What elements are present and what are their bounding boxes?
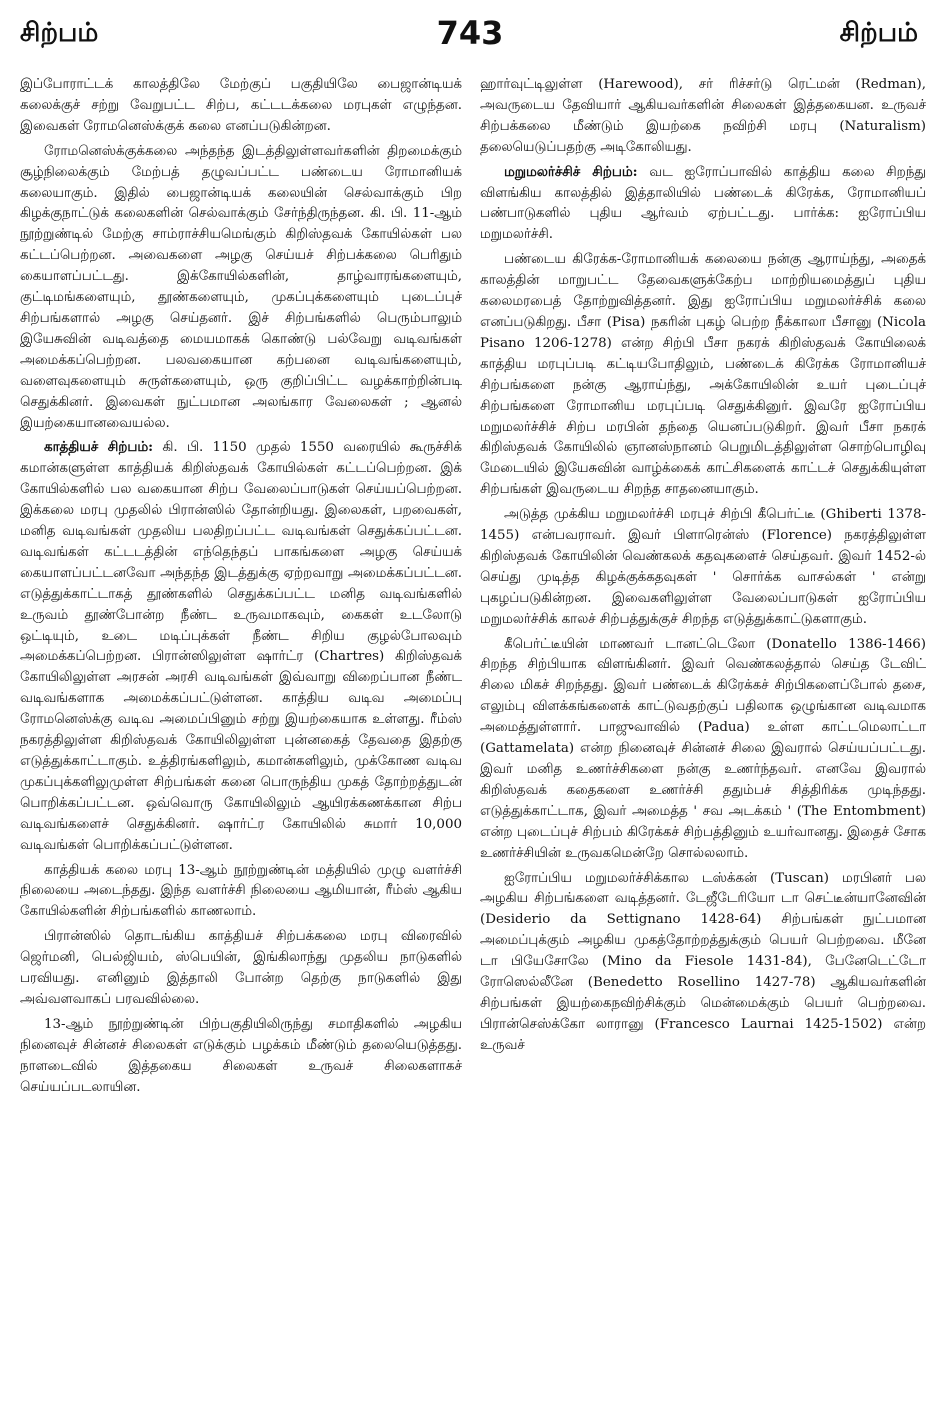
- paragraph-text: கீபெர்ட்டீயின் மாணவர் டானட்டெலோ (Donatello 1386-1466) சிறந்த சிற்பியாக விளங்கினர். இவர் வெண்கலத்தால் செய்த டேவிட் சிலை மிகச் சிறந்தது. இவர் பண்டைக் கிரேக்கச் சிற்பிகளைப்போல் தசை, எலும்பு விளக்கங்களைக் காட்டுவதற்குப் பதிலாக ஒழுங்கான வடிவமாக அமைத்துள்ளார். பாஜுவாவில் (Padua) உள்ள காட்டமெலாட்டா (Gattamelata) என்ற நினைவுச் சின்னச் சிலை இவரால் செய்யப்பட்டது. இவர் மனித உணர்ச்சிகளை நன்கு உணர்ந்தவர். எனவே இவரால் கிறிஸ்தவக் கதைகளை உணர்ச்சி ததும்பச் சித்திரிக்க முடிந்தது. எடுத்துக்காட்டாக, இவர் அமைத்த ' சவ அடக்கம் ' (The Entombment) என்ற புடைப்புச் சிற்பம் கிரேக்கச் சிற்பத்தினும் உயர்வானது. இதைச் சோக உணர்ச்சியின் உருவகமென்றே சொல்லலாம்.: [480, 636, 926, 861]
- paragraph-text: ஹார்வுட்டிலுள்ள (Harewood), சர் ரிச்சர்டு ரெட்மன் (Redman), அவருடைய தேவியார் ஆகியவர்களின் சிலைகள் இத்தகையன. உருவச் சிற்பக்கலை மீண்டும் இயற்கை நவிற்சி மரபு (Naturalism) தலையெடுப்பதற்கு அடிகோலியது.: [480, 77, 926, 155]
- page-header: [0, 0, 940, 70]
- running-head-right: சிற்பம்: [839, 18, 918, 48]
- left-column: [20, 74, 462, 1424]
- paragraph: [20, 926, 462, 1011]
- paragraph: [480, 249, 926, 501]
- paragraph-text: 13-ஆம் நூற்றுண்டின் பிற்பகுதியிலிருந்து சமாதிகளில் அழகிய நினைவுச் சின்னச் சிலைகள் எடுக்கும் பழக்கம் மீண்டும் தலையெடுத்தது. நாளடைவில் இத்தகைய சிலைகள் உருவச் சிலைகளாகச் செய்யப்படலாயின.: [20, 1016, 462, 1095]
- paragraph-text: வட ஐரோப்பாவில் காத்திய கலை சிறந்து விளங்கிய காலத்தில் இத்தாலியில் பண்டைக் கிரேக்க, ரோமானியப் பண்பாடுகளில் புதிய ஆர்வம் ஏற்பட்டது. பார்க்க: ஐரோப்பிய மறுமலர்ச்சி.: [480, 164, 926, 243]
- paragraph-text: இப்போராட்டக் காலத்திலே மேற்குப் பகுதியிலே பைஜான்டியக் கலைக்குச் சற்று வேறுபட்ட சிற்ப, கட்டடக்கலை மரபுகள் எழுந்தன. இவைகள் ரோமனெஸ்க்குக் கலை எனப்படுகின்றன.: [20, 77, 462, 134]
- section-heading: மறுமலர்ச்சிச் சிற்பம்:: [504, 163, 638, 180]
- paragraph: [20, 860, 462, 924]
- page-number: 743: [436, 14, 504, 52]
- paragraph: [480, 162, 926, 247]
- paragraph-text: கி. பி. 1150 முதல் 1550 வரையில் கூருச்சிக் கமான்களுள்ள காத்தியக் கிறிஸ்தவக் கோயில்கள் கட்டப்பெற்றன. இக் கோயில்களில் பல வகையான சிற்ப வேலைப்பாடுகள் செய்யப்பெற்றன. இக்கலை மரபு முதலில் பிரான்ஸில் தோன்றியது. இலைகள், பறவைகள், மனித வடிவங்கள் முதலிய பலதிறப்பட்ட வடிவங்கள் செதுக்கப்பட்டன. வடிவங்கள் கட்டடத்தின் எந்தெந்தப் பாகங்களை அழகு செய்யக் கையாளப்பட்டனவோ அந்தந்த இடத்துக்கு ஏற்றவாறு அமைக்கப்பட்டன. எடுத்துக்காட்டாகத் தூண்களில் செதுக்கப்பட்ட மனித வடிவங்களில் உருவம் தூண்போன்ற நீண்ட உருவமாகவும், கைகள் உடலோடு ஒட்டியும், உடை மடிப்புக்கள் நீண்ட சிறிய குழல்போலவும் அமைக்கப்பெற்றன. பிரான்ஸிலுள்ள ஷார்ட்ர (Chartres) கிறிஸ்தவக் கோயிலிலுள்ள அரசன் அரசி வடிவங்கள் இவ்வாறு விறைப்பான நீண்ட வடிவங்களாக அமைக்கப்பட்டுள்ளன. காத்திய வடிவ அமைப்பு ரோமனெஸ்க்கு வடிவ அமைப்பினும் சற்று இயற்கையாக உள்ளது. ரீம்ஸ் நகரத்திலுள்ள கிறிஸ்தவக் கோயிலிலுள்ள புன்னகைத் தேவதை இதற்கு எடுத்துக்காட்டாகும். உத்திரங்களிலும், கமான்களிலும், முக்கோண வடிவ முகப்புக்களிலுமுள்ள சிற்பங்கள் கனை பொருந்திய முகத் தோற்றத்துடன் பொறிக்கப்பட்டன. ஒவ்வொரு கோயிலிலும் ஆயிரக்கணக்கான சிற்ப வடிவங்களைச் செதுக்கினர். ஷார்ட்ர கோயிலில் சுமார் 10,000 வடிவங்கள் பொறிக்கப்பட்டுள்ளன.: [20, 440, 462, 853]
- paragraph-text: பண்டைய கிரேக்க-ரோமானியக் கலையை நன்கு ஆராய்ந்து, அதைக் காலத்தின் மாறுபட்ட தேவைகளுக்கேற்ப மாற்றியமைத்துப் புதிய கலைமரபைத் தோற்றுவித்தனர். இது ஐரோப்பிய மறுமலர்ச்சிக் கலை எனப்படுகிறது. பீசா (Pisa) நகரின் புகழ் பெற்ற நீக்காலா பீசானு (Nicola Pisano 1206-1278) என்ற சிற்பி பீசா நகரக் கிறிஸ்தவக் கோயிலைக் காத்திய மரபுப்படி கட்டியபோதிலும், பண்டைக் கிரேக்க ரோமானியச் சிற்பங்களை நன்கு ஆராய்ந்து, அக்கோயிலின் உயர் புடைப்புச் சிற்பங்களை ரோமானிய மரபுப்படி செதுக்கினுர். இவரே ஐரோப்பிய மறுமலர்ச்சிச் சிற்ப மரபின் தந்தை யெனப்படுகிறர். இவர் பீசா நகரக் கிறிஸ்தவக் கோயிலில் ஞானஸ்நானம் பெறுமிடத்திலுள்ள சொற்பொழிவு மேடையில் இயேசுவின் வாழ்க்கைக் காட்சிகளைக் காட்டச் செதுக்கியுள்ள சிற்பங்கள் இவருடைய சிறந்த சாதனையாகும்.: [480, 252, 926, 498]
- paragraph-text: அடுத்த முக்கிய மறுமலர்ச்சி மரபுச் சிற்பி கீபெர்ட்டீ (Ghiberti 1378-1455) என்பவராவர். இவர் பிளாரென்ஸ் (Florence) நகரத்திலுள்ள கிறிஸ்தவக் கோயிலின் வெண்கலக் கதவுகளைச் செய்தவர். இவர் 1452-ல் செய்து முடித்த கிழக்குக்கதவுகள் ' சொர்க்க வாசல்கள் ' என்று புகழப்படுகின்றன. இவைகளிலுள்ள வேலைப்பாடுகள் ஐரோப்பிய மறுமலர்ச்சிக் காலச் சிற்பத்துக்குச் சிறந்த எடுத்துக்காட்டுகளாகும்.: [480, 507, 926, 627]
- paragraph-text: பிரான்ஸில் தொடங்கிய காத்தியச் சிற்பக்கலை மரபு விரைவில் ஜெர்மனி, பெல்ஜியம், ஸ்பெயின், இங்கிலாந்து முதலிய நாடுகளில் பரவியது. எனினும் இத்தாலி போன்ற தெற்கு நாடுகளில் இது அவ்வளவாகப் பரவவில்லை.: [20, 929, 462, 1007]
- paragraph: [480, 634, 926, 865]
- section-heading: காத்தியச் சிற்பம்:: [44, 439, 154, 456]
- paragraph-text: காத்தியக் கலை மரபு 13-ஆம் நூற்றுண்டின் மத்தியில் முழு வளர்ச்சி நிலையை அடைந்தது. இந்த வளர்ச்சி நிலையை ஆமியான், ரீம்ஸ் ஆகிய கோயில்களின் சிற்பங்களில் காணலாம்.: [20, 862, 462, 920]
- paragraph: [20, 437, 462, 856]
- paragraph-text: ஐரோப்பிய மறுமலர்ச்சிக்கால டஸ்க்கன் (Tuscan) மரபினர் பல அழகிய சிற்பங்களை வடித்தனர். டேஜீடேரியோ டா செட்டீன்யானேவின் (Desiderio da Settignano 1428-64) சிற்பங்கள் நுட்பமான அமைப்புக்கும் அழகிய முகத்தோற்றத்துக்கும் பெயர் பெற்றவை. மீனே டா பியேசோலே (Mino da Fiesole 1431-84), பேனேடெட்டோ ரோஸெல்லீனே (Benedetto Rosellino 1427-78) ஆகியவர்களின் சிற்பங்கள் இயற்கைநவிற்சிக்கும் மென்மைக்கும் பெயர் பெற்றவை. பிரான்செஸ்க்கோ லாரானு (Francesco Laurnai 1425-1502) என்ற உருவச்: [480, 870, 926, 1053]
- right-column: [480, 74, 926, 1424]
- paragraph: [20, 74, 462, 138]
- paragraph: [480, 74, 926, 159]
- paragraph: [480, 868, 926, 1057]
- paragraph: [480, 504, 926, 630]
- paragraph: [20, 1014, 462, 1099]
- paragraph: [20, 141, 462, 435]
- running-head-left: சிற்பம்: [20, 18, 99, 48]
- paragraph-text: ரோமனெஸ்க்குக்கலை அந்தந்த இடத்திலுள்ளவர்களின் திறமைக்கும் சூழ்நிலைக்கும் மேற்பத் தழுவப்பட்ட பண்டைய ரோமானியக் கலையாகும். இதில் பைஜான்டியக் கலையின் செல்வாக்கும் பிற கிழக்குநாட்டுக் கலைகளின் செல்வாக்கும் சேர்ந்திருந்தன. கி. பி. 11-ஆம் நூற்றுண்டில் மேற்கு சாம்ராச்சியமெங்கும் கிறிஸ்தவக் கோயில்கள் பல கட்டப்பெற்றன. அவைகளை அழகு செய்யச் சிற்பக்கலை பெரிதும் கையாளப்பட்டது. இக்கோயில்களின், தாழ்வாரங்களையும், குட்டிமங்களையும், தூண்களையும், முகப்புக்களையும் புடைப்புச் சிற்பங்களால் அழகு செய்தனர். இச் சிற்பங்களில் பெரும்பாலும் இயேசுவின் வடிவத்தை மையமாகக் கொண்டு பல்வேறு வடிவங்கள் அமைக்கப்பெற்றன. பலவகையான கற்பனை வடிவங்களையும், வளைவுகளையும் சுருள்களையும், ஒரு குறிப்பிட்ட வழக்காற்றின்படி செதுக்கினர். இவைகள் நுட்பமான அலங்கார வேலைகள் ; ஆனல் இயற்கையானவையல்ல.: [20, 143, 462, 431]
